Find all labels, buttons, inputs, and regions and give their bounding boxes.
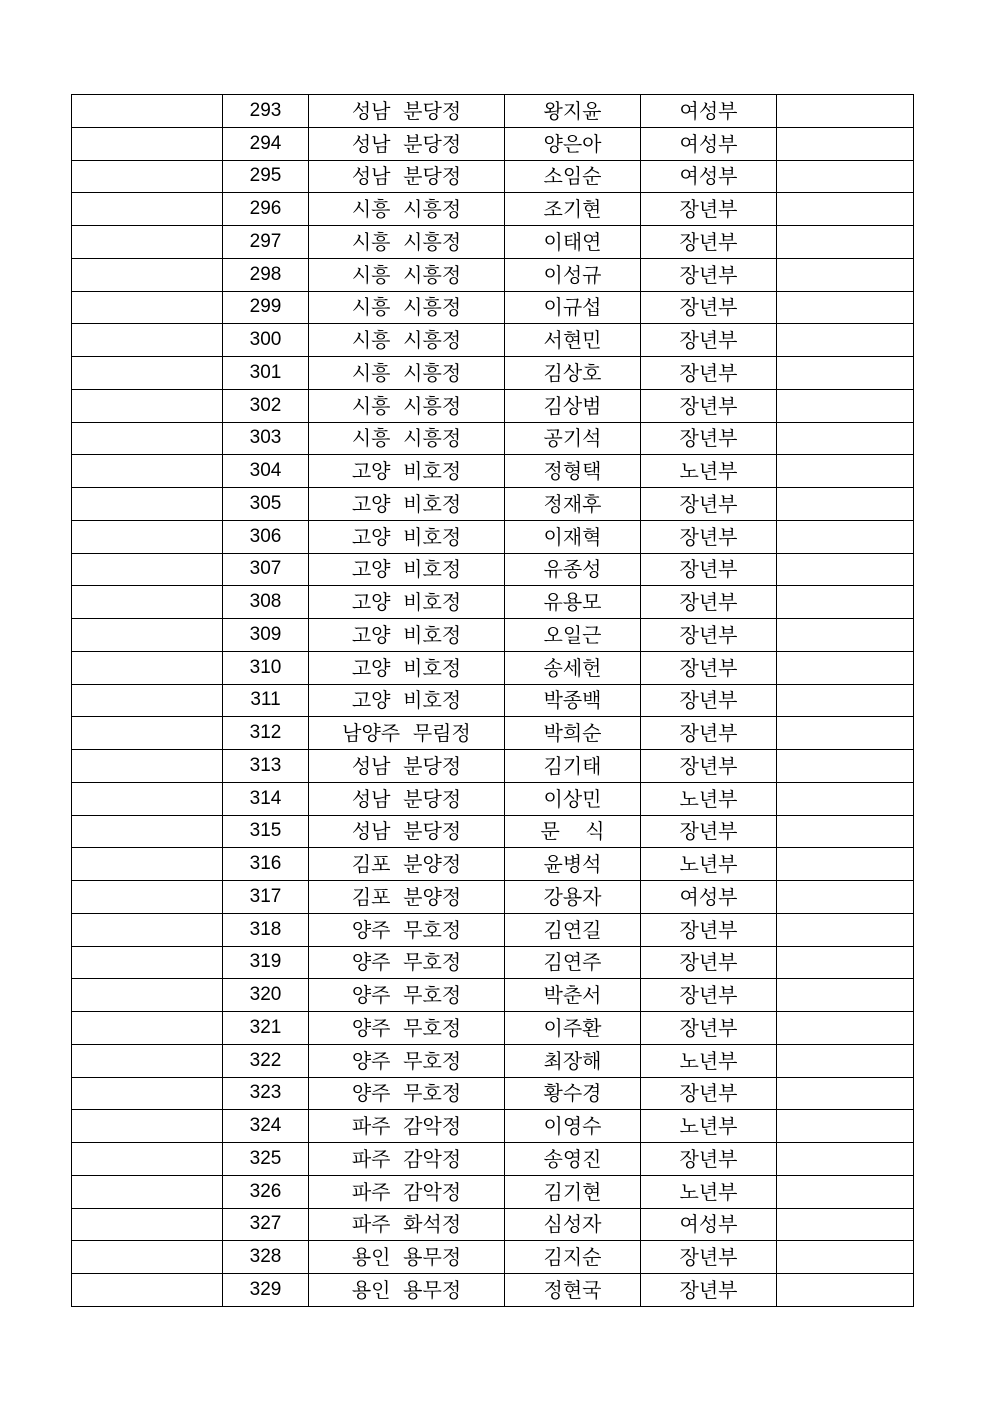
cell-club: 김포 분양정 xyxy=(309,848,505,881)
cell-name: 이상민 xyxy=(505,782,641,815)
cell-note xyxy=(777,291,914,324)
cell-note xyxy=(777,324,914,357)
cell-club: 시흥 시흥정 xyxy=(309,389,505,422)
cell-club: 성남 분당정 xyxy=(309,127,505,160)
cell-division: 장년부 xyxy=(641,422,777,455)
cell-blank xyxy=(72,1012,223,1045)
cell-division: 장년부 xyxy=(641,1143,777,1176)
cell-name: 박춘서 xyxy=(505,979,641,1012)
cell-name: 황수경 xyxy=(505,1077,641,1110)
cell-name: 왕지윤 xyxy=(505,95,641,128)
cell-name: 오일근 xyxy=(505,619,641,652)
cell-name: 송세헌 xyxy=(505,651,641,684)
cell-blank xyxy=(72,95,223,128)
table-row xyxy=(72,1241,914,1274)
cell-name: 양은아 xyxy=(505,127,641,160)
cell-name: 정현국 xyxy=(505,1274,641,1307)
cell-note xyxy=(777,717,914,750)
cell-name: 이주환 xyxy=(505,1012,641,1045)
cell-name: 박희순 xyxy=(505,717,641,750)
cell-number: 319 xyxy=(223,946,309,979)
cell-division: 장년부 xyxy=(641,979,777,1012)
cell-blank xyxy=(72,1175,223,1208)
cell-division: 장년부 xyxy=(641,553,777,586)
table-row xyxy=(72,160,914,193)
cell-name: 강용자 xyxy=(505,881,641,914)
roster-table xyxy=(71,94,914,1307)
cell-division: 노년부 xyxy=(641,848,777,881)
cell-number: 325 xyxy=(223,1143,309,1176)
cell-blank xyxy=(72,619,223,652)
cell-club: 고양 비호정 xyxy=(309,651,505,684)
cell-blank xyxy=(72,455,223,488)
roster-body xyxy=(72,95,914,1307)
cell-division: 장년부 xyxy=(641,815,777,848)
table-row xyxy=(72,717,914,750)
cell-number: 297 xyxy=(223,226,309,259)
table-row xyxy=(72,226,914,259)
cell-number: 295 xyxy=(223,160,309,193)
cell-division: 여성부 xyxy=(641,127,777,160)
cell-note xyxy=(777,913,914,946)
cell-number: 309 xyxy=(223,619,309,652)
cell-number: 320 xyxy=(223,979,309,1012)
cell-division: 여성부 xyxy=(641,1208,777,1241)
cell-note xyxy=(777,488,914,521)
cell-name: 정재후 xyxy=(505,488,641,521)
cell-club: 양주 무호정 xyxy=(309,1044,505,1077)
cell-blank xyxy=(72,160,223,193)
table-row xyxy=(72,357,914,390)
cell-blank xyxy=(72,422,223,455)
cell-number: 315 xyxy=(223,815,309,848)
cell-note xyxy=(777,1110,914,1143)
cell-note xyxy=(777,389,914,422)
cell-note xyxy=(777,1143,914,1176)
cell-division: 장년부 xyxy=(641,946,777,979)
cell-club: 고양 비호정 xyxy=(309,586,505,619)
table-row xyxy=(72,619,914,652)
cell-note xyxy=(777,226,914,259)
cell-club: 고양 비호정 xyxy=(309,520,505,553)
cell-name: 김상호 xyxy=(505,357,641,390)
cell-club: 고양 비호정 xyxy=(309,488,505,521)
cell-club: 고양 비호정 xyxy=(309,619,505,652)
table-row xyxy=(72,455,914,488)
cell-blank xyxy=(72,750,223,783)
cell-division: 노년부 xyxy=(641,455,777,488)
cell-number: 327 xyxy=(223,1208,309,1241)
cell-blank xyxy=(72,782,223,815)
cell-blank xyxy=(72,881,223,914)
cell-blank xyxy=(72,291,223,324)
cell-number: 299 xyxy=(223,291,309,324)
cell-name: 이성규 xyxy=(505,258,641,291)
cell-number: 312 xyxy=(223,717,309,750)
table-row xyxy=(72,1044,914,1077)
table-row xyxy=(72,291,914,324)
cell-club: 양주 무호정 xyxy=(309,1012,505,1045)
cell-note xyxy=(777,1241,914,1274)
cell-note xyxy=(777,1044,914,1077)
table-row xyxy=(72,520,914,553)
cell-club: 파주 감악정 xyxy=(309,1143,505,1176)
cell-note xyxy=(777,520,914,553)
table-row xyxy=(72,946,914,979)
cell-blank xyxy=(72,553,223,586)
cell-club: 양주 무호정 xyxy=(309,946,505,979)
table-row xyxy=(72,1077,914,1110)
cell-number: 308 xyxy=(223,586,309,619)
cell-name: 최장해 xyxy=(505,1044,641,1077)
cell-club: 김포 분양정 xyxy=(309,881,505,914)
cell-blank xyxy=(72,1044,223,1077)
table-row xyxy=(72,586,914,619)
cell-name: 송영진 xyxy=(505,1143,641,1176)
cell-division: 노년부 xyxy=(641,1044,777,1077)
cell-division: 장년부 xyxy=(641,1274,777,1307)
table-row xyxy=(72,1012,914,1045)
cell-number: 302 xyxy=(223,389,309,422)
cell-division: 장년부 xyxy=(641,651,777,684)
cell-name: 문 식 xyxy=(505,815,641,848)
table-row xyxy=(72,815,914,848)
table-row xyxy=(72,881,914,914)
cell-note xyxy=(777,1274,914,1307)
cell-club: 성남 분당정 xyxy=(309,750,505,783)
cell-number: 303 xyxy=(223,422,309,455)
table-row xyxy=(72,193,914,226)
cell-number: 311 xyxy=(223,684,309,717)
cell-name: 이규섭 xyxy=(505,291,641,324)
cell-division: 장년부 xyxy=(641,717,777,750)
cell-division: 여성부 xyxy=(641,160,777,193)
cell-name: 박종백 xyxy=(505,684,641,717)
cell-club: 양주 무호정 xyxy=(309,913,505,946)
table-row xyxy=(72,95,914,128)
cell-note xyxy=(777,422,914,455)
cell-note xyxy=(777,1077,914,1110)
table-row xyxy=(72,684,914,717)
cell-division: 장년부 xyxy=(641,750,777,783)
cell-division: 장년부 xyxy=(641,913,777,946)
cell-note xyxy=(777,684,914,717)
cell-blank xyxy=(72,815,223,848)
table-row xyxy=(72,1143,914,1176)
table-row xyxy=(72,782,914,815)
cell-club: 파주 감악정 xyxy=(309,1175,505,1208)
cell-blank xyxy=(72,324,223,357)
cell-blank xyxy=(72,946,223,979)
cell-club: 시흥 시흥정 xyxy=(309,226,505,259)
cell-note xyxy=(777,553,914,586)
cell-division: 장년부 xyxy=(641,226,777,259)
cell-club: 시흥 시흥정 xyxy=(309,324,505,357)
table-row xyxy=(72,324,914,357)
cell-blank xyxy=(72,1208,223,1241)
cell-number: 329 xyxy=(223,1274,309,1307)
cell-note xyxy=(777,1012,914,1045)
cell-number: 326 xyxy=(223,1175,309,1208)
cell-name: 서현민 xyxy=(505,324,641,357)
cell-division: 장년부 xyxy=(641,619,777,652)
cell-number: 296 xyxy=(223,193,309,226)
cell-division: 장년부 xyxy=(641,324,777,357)
cell-club: 성남 분당정 xyxy=(309,782,505,815)
cell-blank xyxy=(72,1077,223,1110)
cell-division: 여성부 xyxy=(641,95,777,128)
cell-club: 양주 무호정 xyxy=(309,979,505,1012)
cell-club: 시흥 시흥정 xyxy=(309,357,505,390)
table-row xyxy=(72,848,914,881)
cell-number: 328 xyxy=(223,1241,309,1274)
cell-blank xyxy=(72,979,223,1012)
cell-name: 김기태 xyxy=(505,750,641,783)
cell-club: 시흥 시흥정 xyxy=(309,258,505,291)
cell-club: 용인 용무정 xyxy=(309,1274,505,1307)
cell-division: 장년부 xyxy=(641,488,777,521)
cell-note xyxy=(777,848,914,881)
cell-name: 김기현 xyxy=(505,1175,641,1208)
cell-division: 장년부 xyxy=(641,684,777,717)
cell-club: 파주 화석정 xyxy=(309,1208,505,1241)
cell-number: 316 xyxy=(223,848,309,881)
cell-note xyxy=(777,619,914,652)
cell-note xyxy=(777,586,914,619)
cell-division: 장년부 xyxy=(641,520,777,553)
cell-name: 김연주 xyxy=(505,946,641,979)
cell-number: 322 xyxy=(223,1044,309,1077)
cell-name: 유종성 xyxy=(505,553,641,586)
cell-division: 여성부 xyxy=(641,881,777,914)
cell-blank xyxy=(72,389,223,422)
cell-number: 317 xyxy=(223,881,309,914)
cell-name: 김연길 xyxy=(505,913,641,946)
cell-division: 장년부 xyxy=(641,1077,777,1110)
cell-club: 성남 분당정 xyxy=(309,815,505,848)
cell-division: 노년부 xyxy=(641,782,777,815)
cell-blank xyxy=(72,1274,223,1307)
cell-note xyxy=(777,357,914,390)
cell-note xyxy=(777,881,914,914)
cell-club: 고양 비호정 xyxy=(309,455,505,488)
table-row xyxy=(72,127,914,160)
cell-note xyxy=(777,193,914,226)
cell-division: 장년부 xyxy=(641,1012,777,1045)
cell-club: 파주 감악정 xyxy=(309,1110,505,1143)
table-row xyxy=(72,1175,914,1208)
cell-number: 324 xyxy=(223,1110,309,1143)
cell-club: 양주 무호정 xyxy=(309,1077,505,1110)
cell-name: 조기현 xyxy=(505,193,641,226)
cell-note xyxy=(777,782,914,815)
cell-division: 장년부 xyxy=(641,357,777,390)
cell-club: 고양 비호정 xyxy=(309,684,505,717)
cell-blank xyxy=(72,848,223,881)
cell-blank xyxy=(72,1110,223,1143)
cell-blank xyxy=(72,684,223,717)
cell-number: 307 xyxy=(223,553,309,586)
cell-blank xyxy=(72,127,223,160)
cell-number: 298 xyxy=(223,258,309,291)
cell-number: 306 xyxy=(223,520,309,553)
cell-number: 294 xyxy=(223,127,309,160)
cell-number: 321 xyxy=(223,1012,309,1045)
cell-blank xyxy=(72,913,223,946)
cell-blank xyxy=(72,258,223,291)
cell-name: 김지순 xyxy=(505,1241,641,1274)
cell-name: 심성자 xyxy=(505,1208,641,1241)
cell-name: 유용모 xyxy=(505,586,641,619)
cell-note xyxy=(777,651,914,684)
cell-number: 318 xyxy=(223,913,309,946)
cell-number: 310 xyxy=(223,651,309,684)
cell-division: 장년부 xyxy=(641,193,777,226)
cell-club: 성남 분당정 xyxy=(309,95,505,128)
cell-blank xyxy=(72,717,223,750)
cell-club: 시흥 시흥정 xyxy=(309,193,505,226)
cell-note xyxy=(777,750,914,783)
cell-division: 장년부 xyxy=(641,586,777,619)
cell-name: 공기석 xyxy=(505,422,641,455)
cell-division: 장년부 xyxy=(641,1241,777,1274)
cell-note xyxy=(777,455,914,488)
cell-name: 정형택 xyxy=(505,455,641,488)
cell-club: 성남 분당정 xyxy=(309,160,505,193)
cell-blank xyxy=(72,651,223,684)
cell-blank xyxy=(72,1143,223,1176)
cell-note xyxy=(777,946,914,979)
table-row xyxy=(72,389,914,422)
cell-division: 장년부 xyxy=(641,389,777,422)
cell-division: 노년부 xyxy=(641,1110,777,1143)
cell-club: 고양 비호정 xyxy=(309,553,505,586)
cell-blank xyxy=(72,226,223,259)
cell-blank xyxy=(72,1241,223,1274)
cell-name: 윤병석 xyxy=(505,848,641,881)
cell-number: 323 xyxy=(223,1077,309,1110)
cell-note xyxy=(777,1208,914,1241)
table-row xyxy=(72,422,914,455)
table-row xyxy=(72,553,914,586)
cell-club: 시흥 시흥정 xyxy=(309,291,505,324)
cell-blank xyxy=(72,357,223,390)
cell-note xyxy=(777,258,914,291)
cell-number: 305 xyxy=(223,488,309,521)
cell-note xyxy=(777,127,914,160)
cell-blank xyxy=(72,520,223,553)
cell-number: 314 xyxy=(223,782,309,815)
table-row xyxy=(72,488,914,521)
table-row xyxy=(72,913,914,946)
cell-name: 이재혁 xyxy=(505,520,641,553)
cell-division: 장년부 xyxy=(641,258,777,291)
cell-name: 이영수 xyxy=(505,1110,641,1143)
cell-club: 시흥 시흥정 xyxy=(309,422,505,455)
cell-blank xyxy=(72,586,223,619)
cell-number: 293 xyxy=(223,95,309,128)
cell-club: 남양주 무림정 xyxy=(309,717,505,750)
cell-club: 용인 용무정 xyxy=(309,1241,505,1274)
cell-number: 300 xyxy=(223,324,309,357)
cell-division: 장년부 xyxy=(641,291,777,324)
cell-name: 이태연 xyxy=(505,226,641,259)
cell-name: 김상범 xyxy=(505,389,641,422)
table-row xyxy=(72,1110,914,1143)
cell-note xyxy=(777,1175,914,1208)
cell-note xyxy=(777,160,914,193)
table-row xyxy=(72,258,914,291)
table-row xyxy=(72,1274,914,1307)
cell-note xyxy=(777,979,914,1012)
cell-name: 소임순 xyxy=(505,160,641,193)
table-row xyxy=(72,750,914,783)
table-row xyxy=(72,1208,914,1241)
cell-number: 304 xyxy=(223,455,309,488)
cell-note xyxy=(777,815,914,848)
cell-blank xyxy=(72,193,223,226)
table-row xyxy=(72,979,914,1012)
table-row xyxy=(72,651,914,684)
cell-blank xyxy=(72,488,223,521)
cell-note xyxy=(777,95,914,128)
cell-division: 노년부 xyxy=(641,1175,777,1208)
cell-number: 313 xyxy=(223,750,309,783)
cell-number: 301 xyxy=(223,357,309,390)
